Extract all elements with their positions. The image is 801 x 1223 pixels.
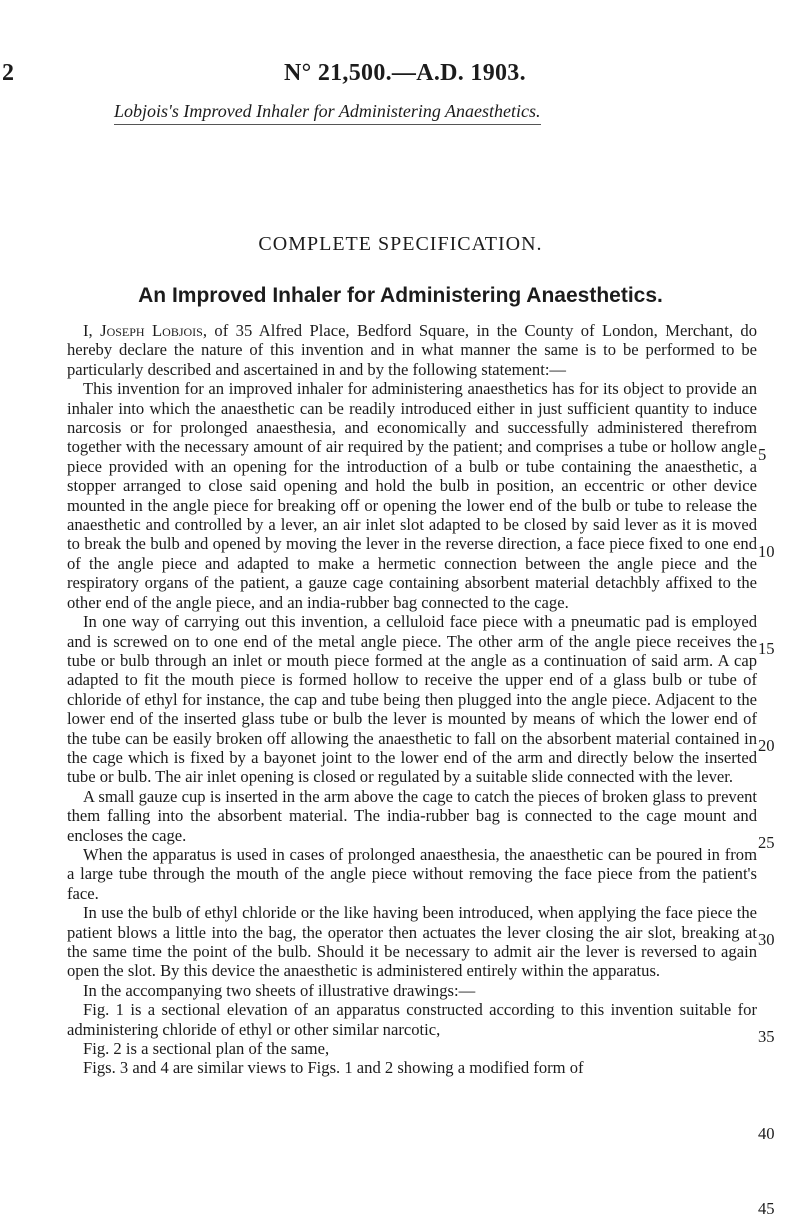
paragraph: A small gauze cup is inserted in the arm above the cage to catch the pieces of broken glass to prevent them falling into the absorbent material. The india-rubber bag is connected to the cage mount and encloses the cage. <box>67 786 757 845</box>
intro-rest: of 35 Alfred Place, Bedford Square, in the County of London, Merchant, do hereby declare the nature of this invention and in what manner the same is to be performed to be particularly described and ascertained in and by the following statement:— <box>67 321 757 379</box>
page-number: 2 <box>2 60 14 86</box>
intro-i: I, <box>83 321 93 340</box>
figure-text: and 4 are similar views to Figs. 1 and 2 showing a modified form of <box>128 1058 584 1078</box>
figure-label: Figs. 3 <box>83 1058 129 1078</box>
body-text <box>67 321 757 1078</box>
intro-paragraph <box>67 321 757 379</box>
line-number: 40 <box>758 1124 775 1143</box>
line-number: 15 <box>758 639 775 658</box>
line-number: 5 <box>758 445 767 464</box>
paragraph: When the apparatus is used in cases of prolonged anaesthesia, the anaesthetic can be poured in from a large tube through the mouth of the angle piece without removing the face piece from the patient's face. <box>67 844 757 903</box>
paragraph: In one way of carrying out this invention, a celluloid face piece with a pneumatic pad is employed and is screwed on to one end of the metal angle piece. The other arm of the angle piece receives the tube or bulb through an inlet or mouth piece formed at the angle as a continuation of said arm. A cap adapted to fit the mouth piece is formed hollow to receive the upper end of a glass bulb or tube of chloride of ethyl for instance, the cap and tube being then plugged into the angle piece. Adjacent to the lower end of the inserted glass tube or bulb the lever is mounted by means of which the lower end of the tube can be easily broken off allowing the anaesthetic to fall on the absorbent material contained in the cage which is fixed by a bayonet joint to the lower end of the arm and directly below the inserted tube or bulb. The air inlet opening is closed or regulated by a suitable slide connected with the lever. <box>67 612 757 787</box>
line-number: 25 <box>758 833 775 852</box>
paragraph: In use the bulb of ethyl chloride or the like having been introduced, when applying the face piece the patient blows a little into the bag, the operator then actuates the lever closing the air slot, breaking at the same time the point of the bulb. Should it be necessary to admit air the lever is reversed to again open the slot. By this device the anaesthetic is administered entirely within the apparatus. <box>67 903 757 981</box>
figure-description <box>67 1039 757 1058</box>
figure-description <box>67 1058 757 1077</box>
figure-label: Fig. 2 <box>83 1039 122 1059</box>
paragraph: This invention for an improved inhaler for administering anaesthetics has for its object to provide an inhaler into which the anaesthetic can be readily introduced either in just sufficient quantity to induce narcosis or for prolonged anaesthesia, and economically and successfully administered therefrom together with the necessary amount of air required by the patient; and comprises a tube or hollow angle piece provided with an opening for the introduction of a bulb or tube containing the anaesthetic, a stopper arranged to close said opening and hold the bulb in position, an eccentric or other device mounted in the angle piece for breaking off or opening the lower end of the bulb or tube to release the anaesthetic and controlled by a lever, an air inlet slot adapted to be closed by said lever as it is moved to break the bulb and opened by moving the lever in the reverse direction, a face piece fixed to one end of the angle piece and adapted to make a hermetic connection between the angle piece and the respiratory organs of the patient, a gauze cage containing absorbent material detachbly affixed to the other end of the angle piece, and an india-rubber bag connected to the cage. <box>67 379 757 612</box>
line-number: 10 <box>758 542 775 561</box>
line-number: 20 <box>758 736 775 755</box>
figure-description <box>67 1000 757 1039</box>
line-number: 35 <box>758 1027 775 1046</box>
document-title: An Improved Inhaler for Administering Anaesthetics. <box>138 284 663 307</box>
paragraph: In the accompanying two sheets of illustrative drawings:— <box>83 980 476 1000</box>
inventor-name: Joseph Lobjois, <box>100 321 207 340</box>
figure-label: Fig. 1 <box>83 1000 124 1020</box>
line-number: 30 <box>758 930 775 949</box>
specification-heading: COMPLETE SPECIFICATION. <box>258 233 543 255</box>
line-number: 45 <box>758 1199 775 1218</box>
figure-text: is a sectional elevation of an apparatus constructed according to this invention suitable for administering chloride of ethyl or other similar narcotic, <box>67 1000 757 1039</box>
patent-number: N° 21,500.—A.D. 1903. <box>284 60 526 86</box>
figure-text: is a sectional plan of the same, <box>121 1039 330 1059</box>
running-title: Lobjois's Improved Inhaler for Administering Anaesthetics. <box>114 101 541 125</box>
